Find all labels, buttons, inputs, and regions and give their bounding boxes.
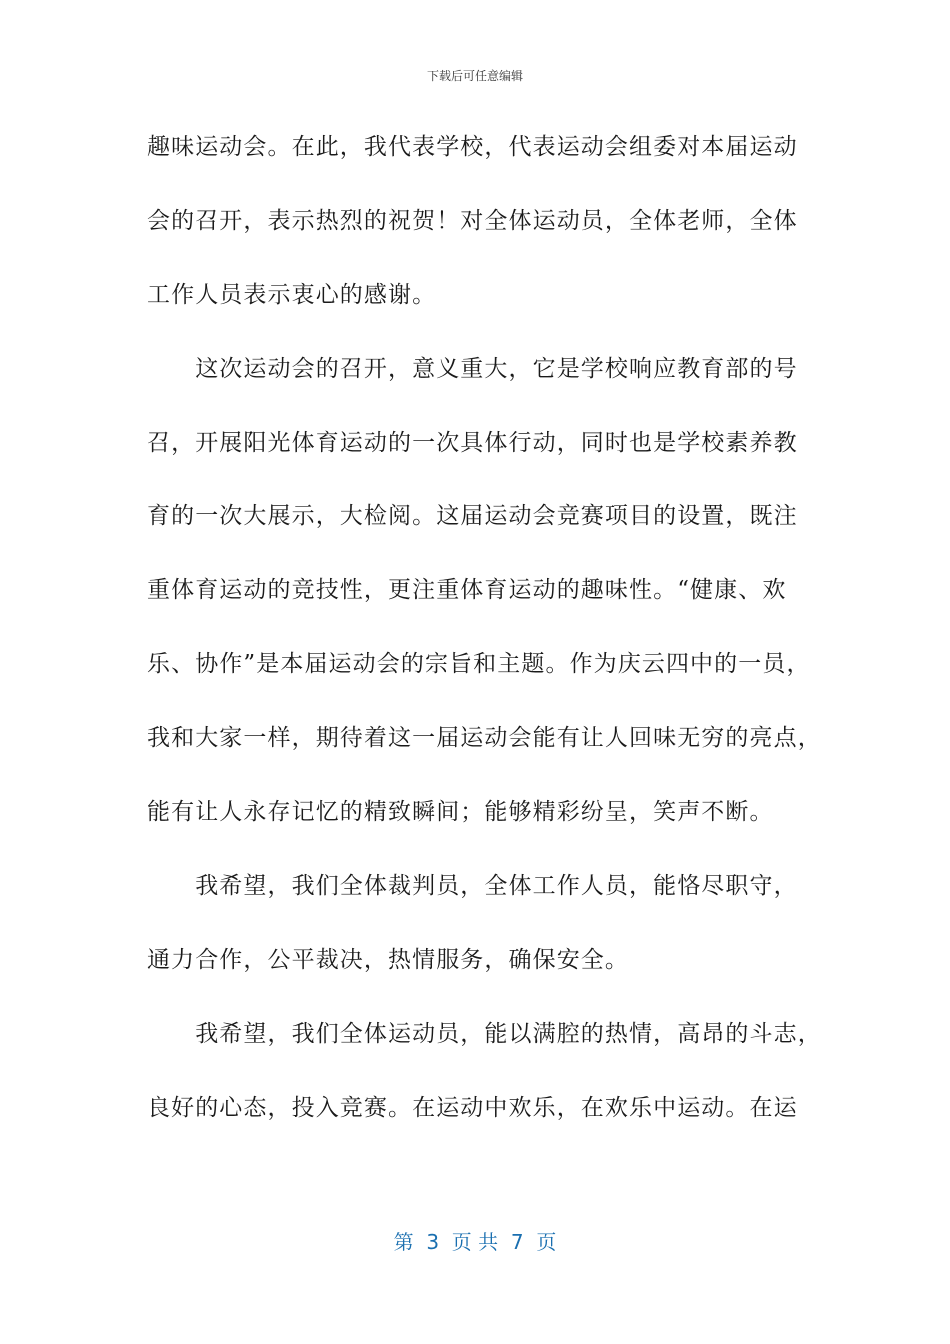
- text-line: 会的召开，表示热烈的祝贺！对全体运动员，全体老师，全体: [147, 207, 798, 234]
- text-line: 能有让人永存记忆的精致瞬间；能够精彩纷呈，笑声不断。: [147, 799, 774, 826]
- text-line: 重体育运动的竞技性，更注重体育运动的趣味性。“健康、欢: [147, 577, 787, 604]
- text-line: 召，开展阳光体育运动的一次具体行动，同时也是学校素养教: [147, 429, 798, 456]
- text-line: 趣味运动会。在此，我代表学校，代表运动会组委对本届运动: [147, 134, 798, 160]
- text-line: 通力合作，公平裁决，热情服务，确保安全。: [147, 946, 629, 973]
- text-line: 我希望，我们全体裁判员，全体工作人员，能恪尽职守，: [147, 872, 798, 899]
- text-line: 育的一次大展示，大检阅。这届运动会竞赛项目的设置，既注: [147, 503, 798, 530]
- text-line: 乐、协作”是本届运动会的宗旨和主题。作为庆云四中的一员，: [147, 651, 811, 678]
- page-header: 下载后可任意编辑: [426, 69, 523, 83]
- text-line: 这次运动会的召开，意义重大，它是学校响应教育部的号: [147, 355, 798, 382]
- page-number-text: 第 3 页 共 7 页: [393, 1230, 557, 1254]
- page-number-footer: [0, 1226, 950, 1255]
- text-line: 良好的心态，投入竞赛。在运动中欢乐，在欢乐中运动。在运: [147, 1094, 798, 1121]
- document-body: [147, 126, 822, 1160]
- text-line: 我和大家一样，期待着这一届运动会能有让人回味无穷的亮点，: [147, 725, 822, 752]
- text-line: 我希望，我们全体运动员，能以满腔的热情，高昂的斗志，: [147, 1020, 822, 1047]
- text-line: 工作人员表示衷心的感谢。: [147, 281, 437, 308]
